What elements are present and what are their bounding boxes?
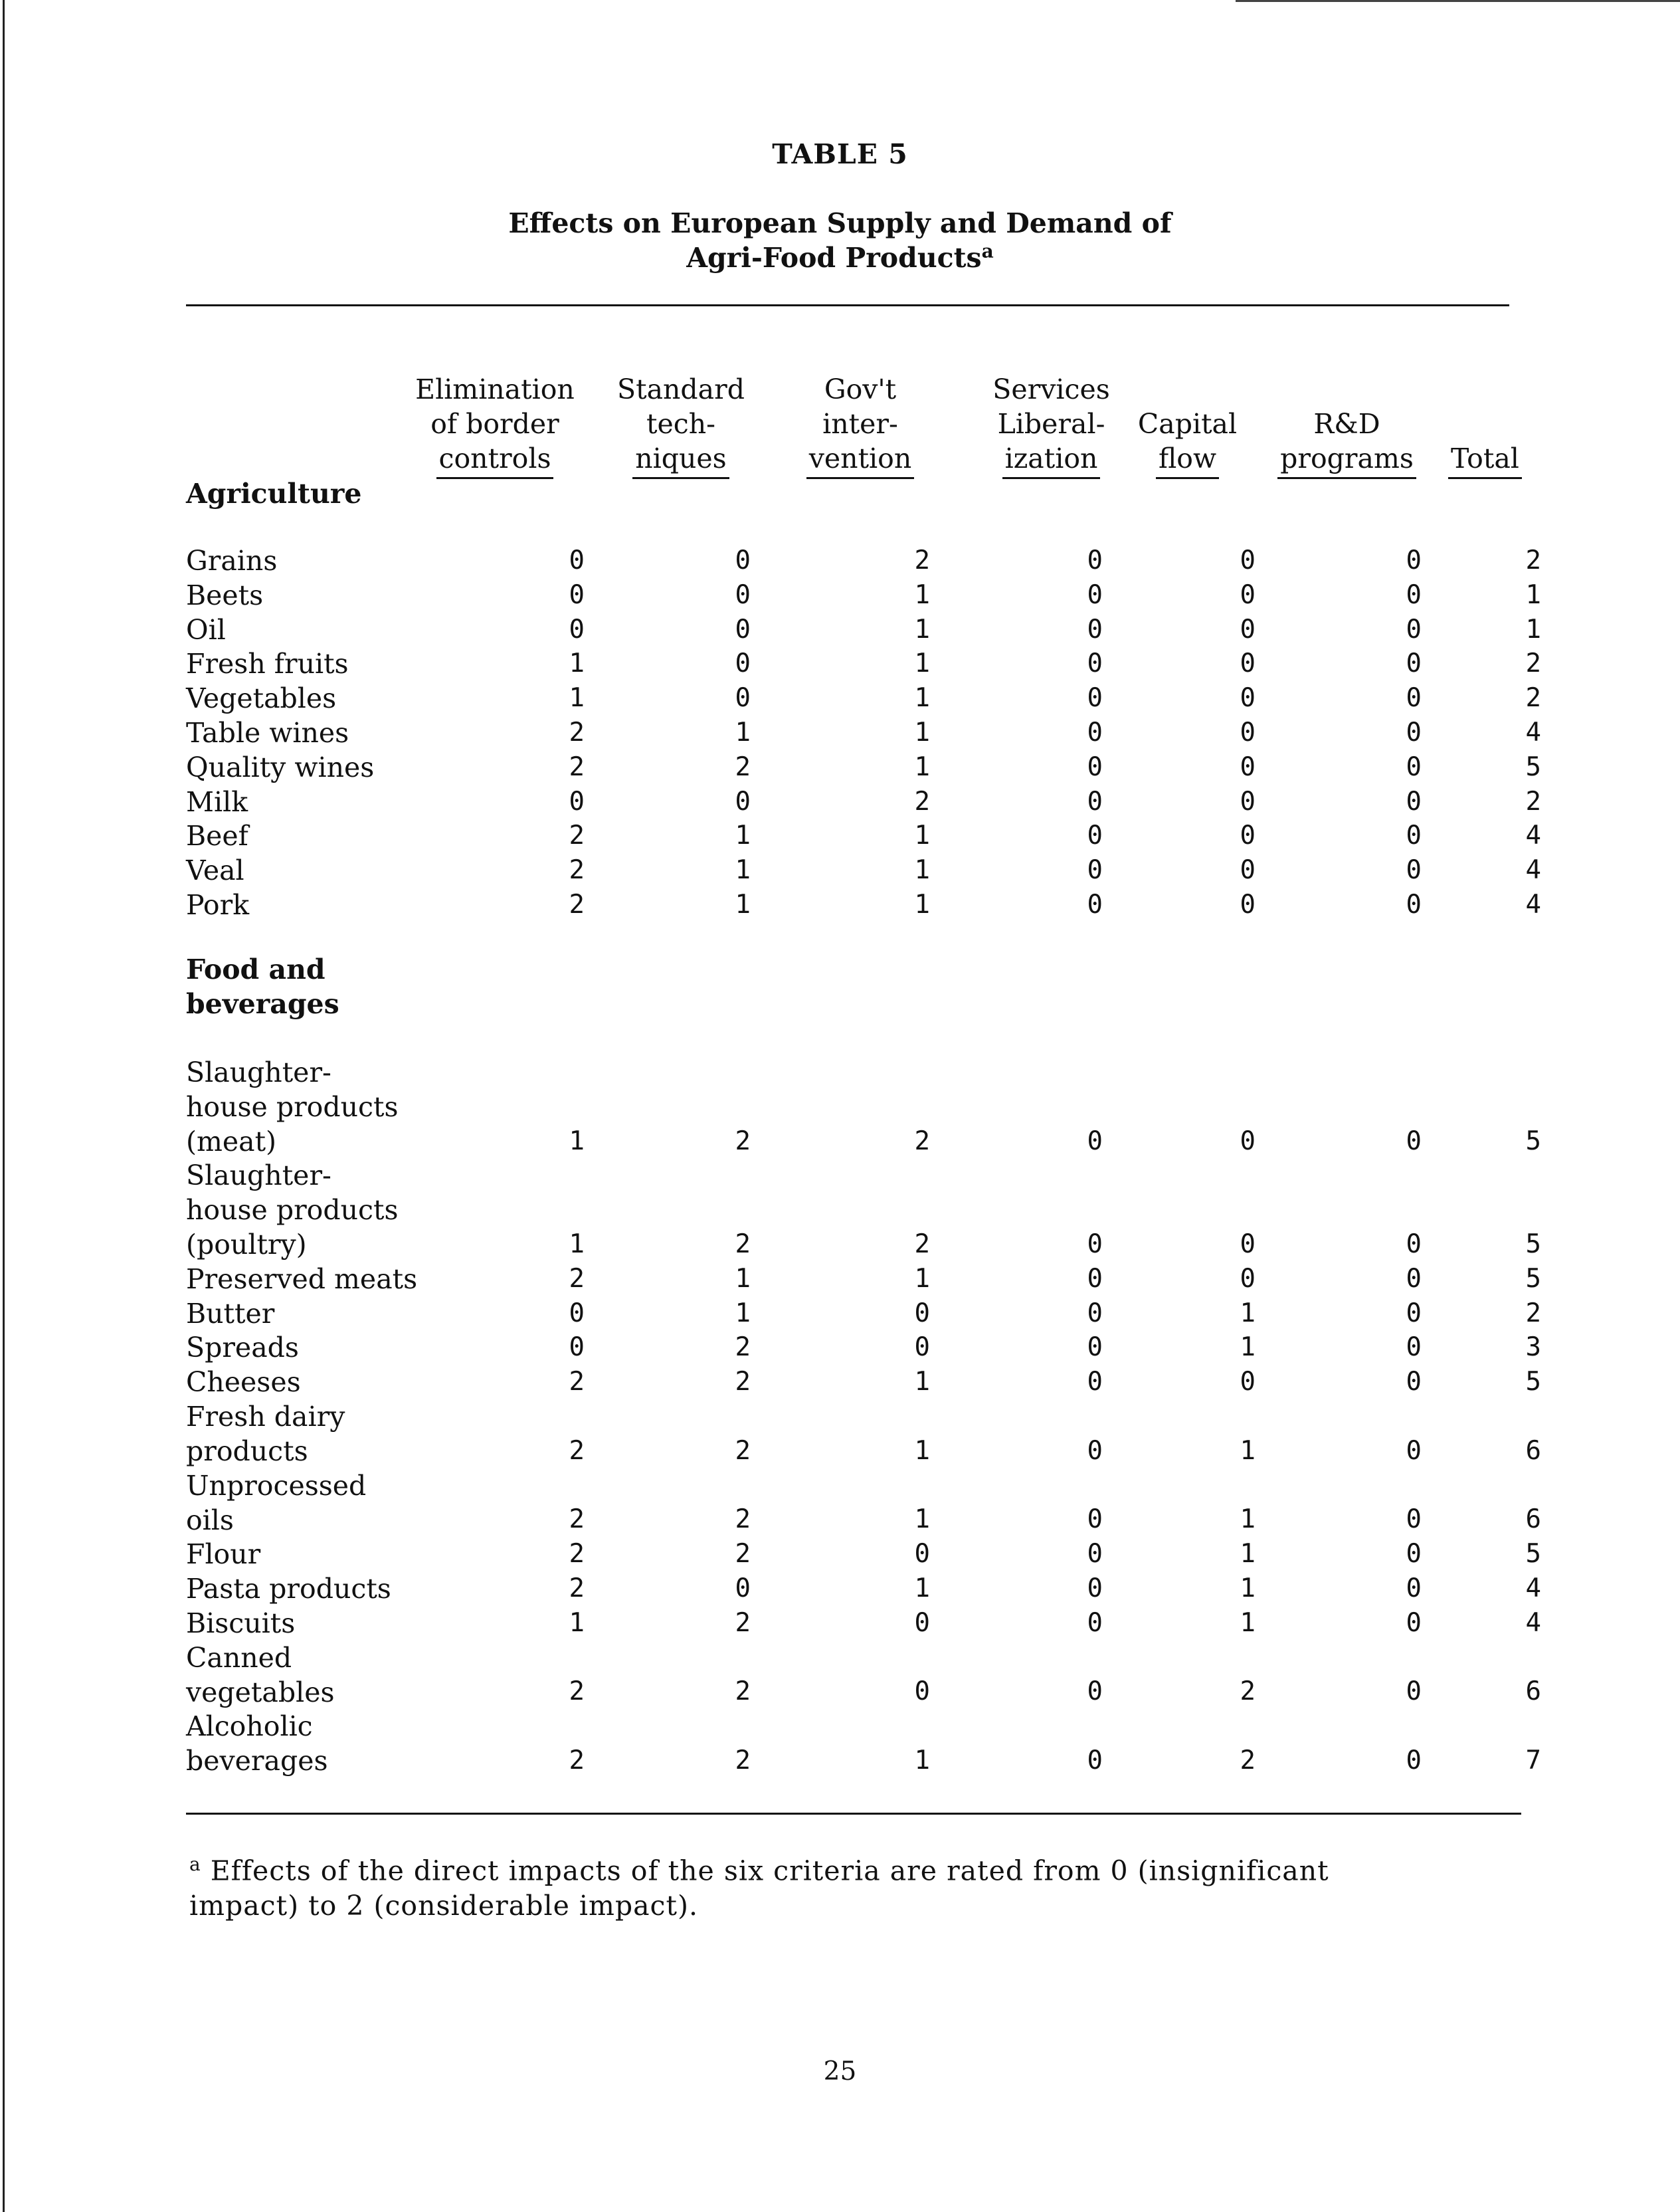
table-cell: 5 [1525,1367,1541,1397]
table-cell: 0 [735,614,751,645]
table-cell: 1 [914,855,930,886]
bottom-rule [186,1813,1521,1815]
table-cell: 0 [1087,1746,1103,1775]
table-cell: 0 [735,683,751,714]
table-cell: 2 [1525,1298,1541,1328]
column-header-5-line-3: flow [1156,441,1219,479]
table-cell: 0 [735,1573,751,1603]
row-label-line: oils [186,1504,234,1536]
table-cell: 0 [569,1298,585,1328]
row-label [186,1330,299,1365]
column-header-3-line-2: inter- [822,408,898,440]
row-label-line: Alcoholic [186,1710,313,1743]
table-cell: 0 [1240,1263,1256,1294]
table-cell: 1 [735,1263,751,1294]
table-cell: 2 [914,786,930,817]
table-cell: 0 [569,546,585,575]
section-food-and-beverages [186,952,339,1021]
table-cell: 1 [914,649,930,679]
column-header-2 [601,372,761,479]
table-cell: 5 [1525,1229,1541,1259]
table-cell: 0 [1406,718,1422,748]
table-cell: 1 [1240,1504,1256,1535]
table-cell: 0 [1087,890,1103,920]
table-cell: 1 [914,1435,930,1466]
table-cell: 0 [1087,1298,1103,1328]
row-label [186,1468,366,1538]
row-label-line: Vegetables [186,682,337,715]
table-cell: 0 [1240,614,1256,645]
table-cell: 0 [1240,752,1256,782]
table-cell: 0 [1406,1435,1422,1466]
column-header-7 [1448,372,1519,479]
table-cell: 0 [1240,821,1256,851]
table-cell: 0 [1087,1263,1103,1294]
row-label [186,1709,328,1778]
table-cell: 0 [1240,1367,1256,1397]
table-cell: 1 [1240,1573,1256,1603]
table-cell: 1 [569,1229,585,1259]
table-cell: 2 [914,546,930,575]
table-cell: 0 [1087,546,1103,575]
table-cell: 0 [1406,855,1422,886]
table-cell: 0 [1087,1367,1103,1397]
scan-top-edge [1236,0,1680,2]
column-header-4-line-3: ization [1002,441,1101,479]
column-header-1-line-2: of border [430,408,559,440]
table-cell: 0 [1087,786,1103,817]
table-cell: 2 [569,890,585,920]
row-label [186,1262,417,1296]
column-header-5-line-2: Capital [1137,408,1238,440]
table-cell: 0 [1406,1746,1422,1775]
table-cell: 0 [1406,1229,1422,1259]
table-cell: 1 [914,1746,930,1775]
table-cell: 1 [914,614,930,645]
row-label [186,613,226,647]
row-label-line: Spreads [186,1332,299,1364]
table-cell: 2 [569,821,585,851]
table-cell: 1 [1240,1607,1256,1638]
row-label-line: Grains [186,545,278,577]
table-cell: 0 [914,1332,930,1363]
row-label-line: vegetables [186,1676,335,1708]
row-label-line: Milk [186,785,248,818]
row-label-line: Preserved meats [186,1262,418,1295]
table-cell: 1 [735,855,751,886]
table-cell: 0 [1406,821,1422,851]
column-header-4-line-1: Services [992,373,1110,405]
table-cell: 0 [1087,683,1103,714]
row-label-line: Beets [186,579,264,611]
row-label [186,681,336,716]
table-cell: 0 [1406,786,1422,817]
table-cell: 1 [914,752,930,782]
table-cell: 4 [1525,718,1541,748]
table-cell: 0 [914,1539,930,1569]
table-cell: 0 [1406,1504,1422,1535]
table-cell: 0 [1240,786,1256,817]
table-cell: 0 [1087,579,1103,610]
row-label-line: house products [186,1194,399,1227]
table-cell: 2 [569,752,585,782]
table-cell: 0 [914,1298,930,1328]
section-agriculture: Agriculture [186,478,362,510]
column-header-2-line-3: niques [632,441,729,479]
row-label [186,1641,335,1710]
row-label [186,888,249,922]
table-cell: 1 [569,1126,585,1156]
table-cell: 7 [1525,1746,1541,1775]
row-label-line: beverages [186,1745,328,1777]
table-cell: 0 [569,614,585,645]
table-cell: 0 [1087,614,1103,645]
table-cell: 0 [1406,546,1422,575]
column-header-7-line-2 [1448,407,1511,441]
row-label [186,578,263,613]
subtitle-footnote-marker: a [981,240,994,262]
row-label-line: Butter [186,1297,275,1330]
table-cell: 0 [1087,1607,1103,1638]
column-header-1-line-1: Elimination [415,373,575,405]
row-label-line: Oil [186,613,226,646]
table-cell: 1 [1240,1332,1256,1363]
row-label [186,544,277,578]
row-label-line: Beef [186,820,248,853]
footnote-line-1 [189,1847,1518,1888]
row-label-line: Flour [186,1538,261,1571]
table-cell: 0 [1406,649,1422,679]
table-cell: 0 [1406,683,1422,714]
table-cell: 2 [569,1504,585,1535]
table-cell: 5 [1525,1126,1541,1156]
row-label [186,1055,399,1159]
table-cell: 0 [1087,1332,1103,1363]
table-cell: 2 [914,1229,930,1259]
row-label-line: Slaughter- [186,1159,331,1192]
table-cell: 1 [914,1367,930,1397]
column-header-2-line-1: Standard [617,373,745,405]
table-cell: 0 [914,1607,930,1638]
row-label [186,1537,260,1571]
table-cell: 2 [735,1607,751,1638]
table-cell: 6 [1525,1676,1541,1707]
row-label-line: Pasta products [186,1573,391,1605]
table-cell: 4 [1525,821,1541,851]
table-cell: 1 [735,821,751,851]
table-cell: 1 [914,1573,930,1603]
column-header-1-line-3: controls [436,441,554,479]
table-cell: 1 [735,1298,751,1328]
table-cell: 0 [1406,1367,1422,1397]
table-cell: 1 [569,649,585,679]
table-cell: 0 [1087,1504,1103,1535]
table-cell: 0 [1240,649,1256,679]
table-cell: 1 [1240,1435,1256,1466]
subtitle-line-2-text: Agri-Food Products [686,242,982,274]
section-food-line-1: Food and [186,954,326,985]
row-label [186,1296,274,1331]
table-cell: 2 [735,752,751,782]
row-label-line: Veal [186,855,244,887]
table-cell: 2 [1240,1676,1256,1707]
table-cell: 0 [1087,1539,1103,1569]
table-cell: 1 [735,718,751,748]
row-label-line: Pork [186,889,250,921]
table-cell: 6 [1525,1435,1541,1466]
table-cell: 3 [1525,1332,1541,1363]
column-header-7-line-1 [1448,372,1511,407]
table-cell: 0 [1240,1229,1256,1259]
table-cell: 2 [569,1746,585,1775]
table-cell: 2 [735,1435,751,1466]
row-label-line: (poultry) [186,1229,307,1261]
table-cell: 2 [569,1367,585,1397]
table-cell: 0 [1240,890,1256,920]
table-cell: 0 [1240,579,1256,610]
row-label-line: Table wines [186,717,349,749]
table-cell: 0 [1087,1126,1103,1156]
table-cell: 4 [1525,1573,1541,1603]
table-cell: 0 [1087,649,1103,679]
table-cell: 2 [1525,649,1541,679]
table-cell: 0 [735,579,751,610]
table-cell: 2 [735,1367,751,1397]
table-cell: 1 [914,1263,930,1294]
table-cell: 2 [1240,1746,1256,1775]
table-cell: 6 [1525,1504,1541,1535]
column-header-6 [1275,372,1418,479]
table-cell: 4 [1525,1607,1541,1638]
table-cell: 0 [1087,1435,1103,1466]
row-label [186,647,349,681]
table-cell: 0 [1087,1676,1103,1707]
table-cell: 1 [569,683,585,714]
table-cell: 0 [1406,1332,1422,1363]
table-cell: 5 [1525,1263,1541,1294]
footnote-line-1-text: Effects of the direct impacts of the six criteria are rated from 0 (insignificant [210,1855,1329,1887]
table-cell: 1 [1240,1298,1256,1328]
footnote-line-2: impact) to 2 (considerable impact). [189,1889,699,1922]
column-header-3-line-3: vention [806,441,915,479]
row-label-line: Fresh dairy [186,1401,345,1433]
row-label [186,1158,399,1262]
table-cell: 0 [1240,683,1256,714]
table-cell: 0 [1406,1263,1422,1294]
table-cell: 0 [1406,1573,1422,1603]
row-label-line: Slaughter- [186,1056,331,1088]
row-label [186,785,248,819]
row-label-line: Quality wines [186,751,375,783]
row-label [186,1606,295,1641]
row-label-line: Fresh fruits [186,648,349,680]
table-cell: 2 [569,1539,585,1569]
row-label [186,819,248,853]
table-cell: 0 [1406,579,1422,610]
table-cell: 5 [1525,752,1541,782]
table-cell: 0 [1406,1676,1422,1707]
table-cell: 1 [735,890,751,920]
table-cell: 2 [1525,546,1541,575]
row-label [186,716,349,750]
table-cell: 0 [1240,546,1256,575]
column-header-5-line-1 [1129,372,1246,407]
row-label [186,750,374,785]
table-cell: 0 [1087,855,1103,886]
table-title: TABLE 5 [772,138,908,170]
table-cell: 0 [735,546,751,575]
table-cell: 5 [1525,1539,1541,1569]
table-cell: 2 [569,718,585,748]
table-cell: 1 [914,718,930,748]
column-header-5 [1129,372,1246,479]
table-cell: 0 [1087,1229,1103,1259]
table-cell: 2 [735,1504,751,1535]
table-cell: 1 [1240,1539,1256,1569]
column-header-6-line-3: programs [1277,441,1416,479]
table-cell: 0 [1087,1573,1103,1603]
table-cell: 0 [735,649,751,679]
table-cell: 2 [735,1229,751,1259]
table-cell: 0 [569,786,585,817]
table-cell: 1 [914,1504,930,1535]
page-number: 25 [823,2057,857,2086]
table-cell: 0 [1406,1298,1422,1328]
row-label [186,1365,301,1399]
row-label-line: Cheeses [186,1366,301,1399]
row-label [186,1571,391,1606]
table-cell: 4 [1525,890,1541,920]
table-cell: 0 [1406,614,1422,645]
table-cell: 2 [735,1746,751,1775]
table-cell: 0 [1406,752,1422,782]
row-label-line: house products [186,1091,399,1123]
table-cell: 2 [735,1332,751,1363]
table-subtitle [0,206,1680,275]
table-cell: 0 [1240,855,1256,886]
column-header-3 [784,372,937,479]
table-cell: 2 [569,1435,585,1466]
footnote [189,1847,1518,1923]
row-label-line: Unprocessed [186,1469,367,1502]
column-header-1 [405,372,585,479]
table-cell: 0 [569,1332,585,1363]
column-header-6-line-1 [1275,372,1418,407]
table-cell: 0 [1087,821,1103,851]
row-label [186,1399,345,1468]
table-cell: 1 [569,1607,585,1638]
table-cell: 0 [1087,752,1103,782]
table-cell: 0 [1240,718,1256,748]
column-header-4-line-2: Liberal- [997,408,1105,440]
table-cell: 2 [735,1676,751,1707]
table-cell: 2 [569,1676,585,1707]
column-header-6-line-2: R&D [1313,408,1380,440]
table-cell: 2 [569,855,585,886]
row-label-line: (meat) [186,1126,277,1157]
table-cell: 1 [1525,579,1541,610]
table-cell: 2 [569,1573,585,1603]
column-header-3-line-1: Gov't [824,373,897,405]
table-cell: 1 [1525,614,1541,645]
table-cell: 2 [735,1539,751,1569]
row-label-line: products [186,1435,308,1467]
table-cell: 0 [914,1676,930,1707]
table-cell: 1 [914,821,930,851]
table-cell: 2 [1525,786,1541,817]
table-cell: 0 [1087,718,1103,748]
table-cell: 0 [735,786,751,817]
table-cell: 2 [1525,683,1541,714]
top-rule [186,304,1509,306]
row-label [186,853,244,888]
column-header-2-line-2: tech- [646,408,715,440]
table-cell: 0 [569,579,585,610]
row-label-line: Biscuits [186,1607,296,1639]
row-label-line: Canned [186,1641,292,1674]
table-cell: 4 [1525,855,1541,886]
table-cell: 1 [914,579,930,610]
table-cell: 1 [914,890,930,920]
table-cell: 0 [1240,1126,1256,1156]
table-cell: 2 [735,1126,751,1156]
subtitle-line-1: Effects on European Supply and Demand of [508,207,1172,239]
table-cell: 2 [569,1263,585,1294]
table-cell: 0 [1406,1607,1422,1638]
subtitle-line-2 [0,241,1680,275]
table-cell: 0 [1406,1539,1422,1569]
table-cell: 1 [914,683,930,714]
table-cell: 0 [1406,890,1422,920]
column-header-7-line-3: Total [1448,441,1522,479]
table-cell: 0 [1406,1126,1422,1156]
table-cell: 2 [914,1126,930,1156]
footnote-marker: a [189,1853,201,1875]
column-header-4 [970,372,1133,479]
scan-left-edge [3,0,5,2212]
section-food-line-2: beverages [186,988,339,1020]
